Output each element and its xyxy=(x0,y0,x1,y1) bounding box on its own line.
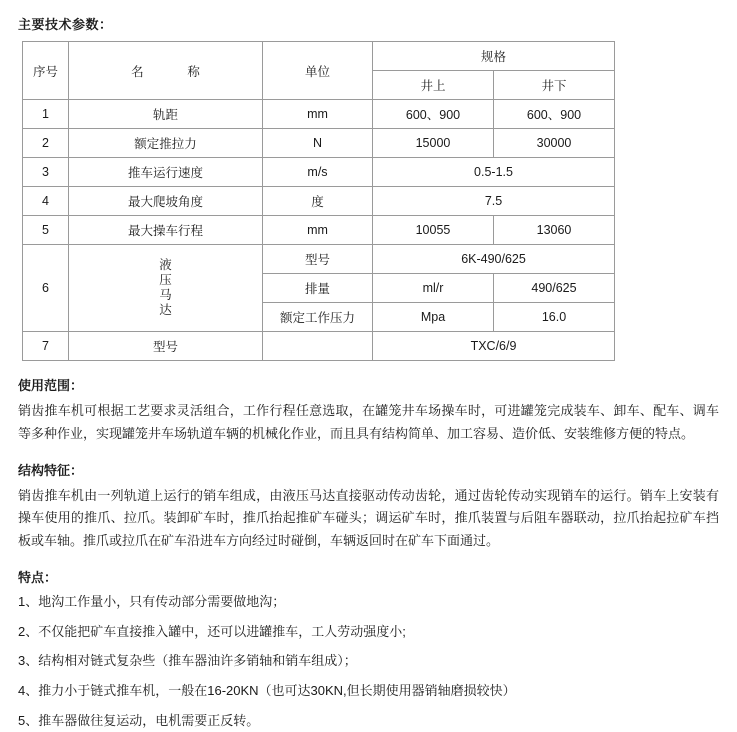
header-spec: 规格 xyxy=(373,42,615,71)
row-name: 额定推拉力 xyxy=(69,129,263,158)
row-value: 7.5 xyxy=(373,187,615,216)
features-list xyxy=(18,592,719,732)
structure-paragraph: 销齿推车机由一列轨道上运行的销车组成，由液压马达直接驱动传动齿轮，通过齿轮传动实现销车的运行。销车上安装有操车使用的推爪、拉爪。装卸矿车时，推爪抬起推矿车碰头；调运矿车时，推爪装置与后阻车器联动，拉爪抬起拉矿车挡板或车轴。推爪或拉爪在矿车沿进车方向经过时碰倒，车辆返回时在矿车下面通过。 xyxy=(18,487,719,548)
group-sub-value: 16.0 xyxy=(494,303,615,332)
group-sub-name: 型号 xyxy=(263,245,373,274)
row-seq: 2 xyxy=(23,129,69,158)
list-item: 5、推车器做往复运动，电机需要正反转。 xyxy=(18,712,260,728)
row-value: TXC/6/9 xyxy=(373,332,615,361)
row-value: 0.5-1.5 xyxy=(373,158,615,187)
row-seq: 1 xyxy=(23,100,69,129)
row-name: 型号 xyxy=(69,332,263,361)
row-name: 最大爬坡角度 xyxy=(69,187,263,216)
usage-paragraph: 销齿推车机可根据工艺要求灵活组合，工作行程任意选取，在罐笼井车场操车时，可进罐笼完成装车、卸车、配车、调车等多种作业，实现罐笼井车场轨道车辆的机械化作业，而且具有结构简单、加工容易、造价低、安装维修方便的特点。 xyxy=(18,403,719,441)
row-unit: mm xyxy=(263,100,373,129)
header-name: 名 称 xyxy=(69,42,263,100)
row-above: 15000 xyxy=(373,129,494,158)
table-row xyxy=(23,158,615,187)
row-unit: m/s xyxy=(263,158,373,187)
header-unit: 单位 xyxy=(263,42,373,100)
table-row xyxy=(23,332,615,361)
row-unit xyxy=(263,332,373,361)
header-seq: 序号 xyxy=(23,42,69,100)
table-row xyxy=(23,129,615,158)
group-sub-value: 490/625 xyxy=(494,274,615,303)
row-name: 最大操车行程 xyxy=(69,216,263,245)
spec-table xyxy=(22,41,615,361)
group-sub-unit: Mpa xyxy=(373,303,494,332)
row-unit: 度 xyxy=(263,187,373,216)
list-item: 1、地沟工作量小，只有传动部分需要做地沟； xyxy=(18,593,286,609)
structure-heading: 结构特征： xyxy=(18,462,84,478)
row-seq: 5 xyxy=(23,216,69,245)
row-name: 轨距 xyxy=(69,100,263,129)
row-name: 推车运行速度 xyxy=(69,158,263,187)
row-seq: 3 xyxy=(23,158,69,187)
row-seq: 4 xyxy=(23,187,69,216)
table-header-row xyxy=(23,42,615,71)
row-below: 600、900 xyxy=(494,100,615,129)
group-seq: 6 xyxy=(23,245,69,332)
usage-heading: 使用范围： xyxy=(18,378,84,393)
group-label-text: 液压马达 xyxy=(159,258,172,317)
group-sub-unit: ml/r xyxy=(373,274,494,303)
list-item: 4、推力小于链式推车机，一般在16-20KN（也可达30KN,但长期使用器销轴磨损较快） xyxy=(18,683,516,699)
features-heading: 特点： xyxy=(18,569,58,585)
group-sub-name: 排量 xyxy=(263,274,373,303)
table-row xyxy=(23,216,615,245)
header-spec-above: 井上 xyxy=(373,71,494,100)
header-spec-below: 井下 xyxy=(494,71,615,100)
row-unit: N xyxy=(263,129,373,158)
spec-heading: 主要技术参数： xyxy=(18,17,113,32)
row-below: 30000 xyxy=(494,129,615,158)
row-below: 13060 xyxy=(494,216,615,245)
table-row xyxy=(23,187,615,216)
row-seq: 7 xyxy=(23,332,69,361)
table-row xyxy=(23,100,615,129)
list-item: 2、不仅能把矿车直接推入罐中，还可以进罐推车，工人劳动强度小; xyxy=(18,623,406,639)
group-sub-value: 6K-490/625 xyxy=(373,245,615,274)
row-unit: mm xyxy=(263,216,373,245)
group-label xyxy=(69,245,263,332)
list-item: 3、结构相对链式复杂些（推车器油许多销轴和销车组成）； xyxy=(18,653,357,669)
row-above: 10055 xyxy=(373,216,494,245)
table-group-row xyxy=(23,245,615,274)
row-above: 600、900 xyxy=(373,100,494,129)
group-sub-name: 额定工作压力 xyxy=(263,303,373,332)
